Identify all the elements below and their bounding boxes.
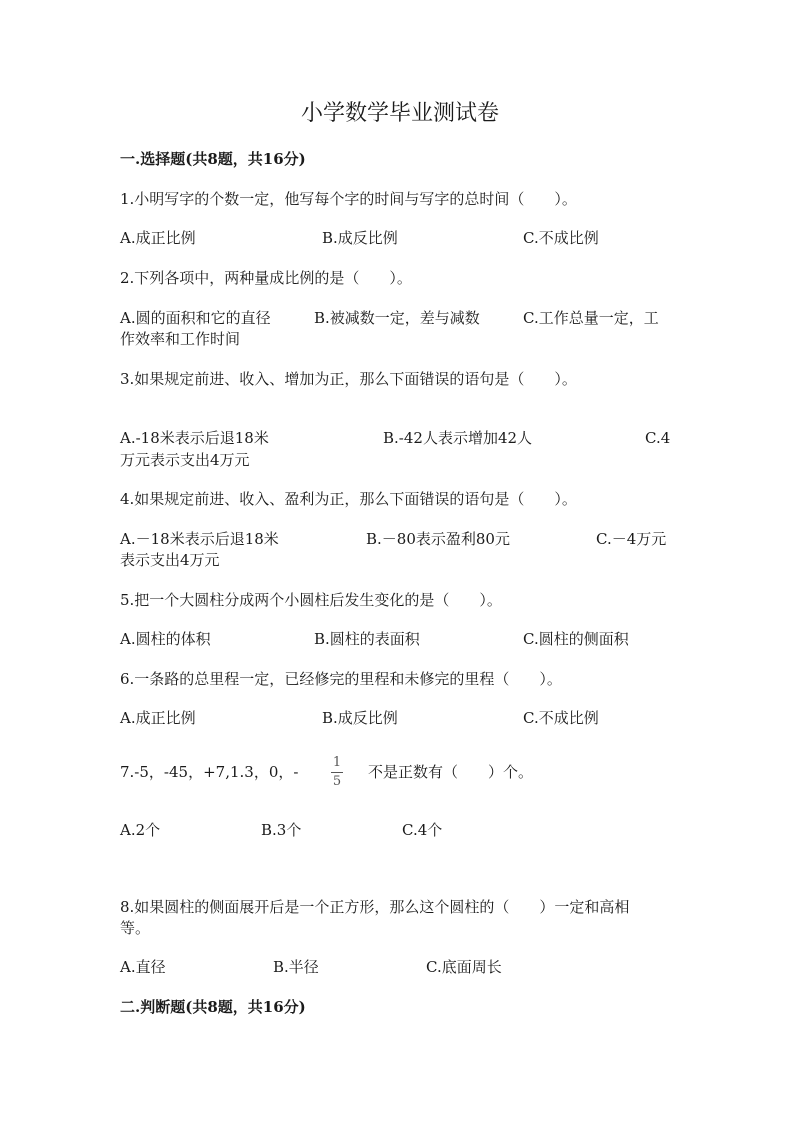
question-8-option-b[interactable]: B.半径 bbox=[273, 958, 319, 976]
question-2-option-b[interactable]: B.被减数一定，差与减数 bbox=[314, 309, 480, 327]
question-7-stem-suffix: 不是正数有（ ）个。 bbox=[368, 763, 534, 781]
fraction-numerator: 1 bbox=[332, 755, 342, 770]
section-heading-judgement: 二.判断题(共8题，共16分) bbox=[120, 998, 306, 1016]
question-5-option-b[interactable]: B.圆柱的表面积 bbox=[314, 630, 420, 648]
question-2-option-c[interactable]: C.工作总量一定，工 bbox=[523, 309, 659, 327]
section-heading-choice: 一.选择题(共8题，共16分) bbox=[120, 150, 306, 168]
question-6-stem: 6.一条路的总里程一定，已经修完的里程和未修完的里程（ ）。 bbox=[120, 670, 562, 688]
question-4-stem: 4.如果规定前进、收入、盈利为正，那么下面错误的语句是（ ）。 bbox=[120, 490, 577, 508]
question-8-stem-continued: 等。 bbox=[120, 919, 151, 937]
page-title: 小学数学毕业测试卷 bbox=[300, 101, 499, 126]
question-7-option-c[interactable]: C.4个 bbox=[402, 821, 443, 839]
question-6-option-b[interactable]: B.成反比例 bbox=[322, 709, 398, 727]
question-1-option-b[interactable]: B.成反比例 bbox=[322, 229, 398, 247]
question-3-option-c-continued: 万元表示支出4万元 bbox=[120, 451, 250, 469]
question-1-option-c[interactable]: C.不成比例 bbox=[523, 229, 599, 247]
question-5-option-c[interactable]: C.圆柱的侧面积 bbox=[523, 630, 629, 648]
question-3-stem: 3.如果规定前进、收入、增加为正，那么下面错误的语句是（ ）。 bbox=[120, 370, 577, 388]
question-3-option-c[interactable]: C.4 bbox=[645, 429, 671, 447]
fraction-bar bbox=[331, 772, 343, 773]
question-4-option-c[interactable]: C.－4万元 bbox=[596, 530, 667, 548]
question-3-option-a[interactable]: A.-18米表示后退18米 bbox=[120, 429, 269, 447]
question-1-option-a[interactable]: A.成正比例 bbox=[120, 229, 196, 247]
question-2-option-a[interactable]: A.圆的面积和它的直径 bbox=[120, 309, 271, 327]
question-2-stem: 2.下列各项中，两种量成比例的是（ ）。 bbox=[120, 269, 412, 287]
question-7-option-b[interactable]: B.3个 bbox=[261, 821, 302, 839]
fraction-denominator: 5 bbox=[332, 774, 342, 789]
question-8-option-a[interactable]: A.直径 bbox=[120, 958, 166, 976]
question-1-stem: 1.小明写字的个数一定，他写每个字的时间与写字的总时间（ ）。 bbox=[120, 190, 577, 208]
question-8-stem: 8.如果圆柱的侧面展开后是一个正方形，那么这个圆柱的（ ）一定和高相 bbox=[120, 898, 630, 916]
question-6-option-c[interactable]: C.不成比例 bbox=[523, 709, 599, 727]
question-6-option-a[interactable]: A.成正比例 bbox=[120, 709, 196, 727]
question-5-stem: 5.把一个大圆柱分成两个小圆柱后发生变化的是（ ）。 bbox=[120, 591, 502, 609]
question-7-stem-prefix: 7.-5，-45，+7,1.3，0，- bbox=[120, 763, 299, 781]
question-4-option-b[interactable]: B.－80表示盈利80元 bbox=[366, 530, 510, 548]
question-4-option-c-continued: 表示支出4万元 bbox=[120, 551, 220, 569]
question-4-option-a[interactable]: A.－18米表示后退18米 bbox=[120, 530, 279, 548]
question-8-option-c[interactable]: C.底面周长 bbox=[426, 958, 502, 976]
question-2-option-c-continued: 作效率和工作时间 bbox=[120, 330, 241, 348]
question-3-option-b[interactable]: B.-42人表示增加42人 bbox=[383, 429, 533, 447]
question-5-option-a[interactable]: A.圆柱的体积 bbox=[120, 630, 211, 648]
question-7-option-a[interactable]: A.2个 bbox=[120, 821, 161, 839]
